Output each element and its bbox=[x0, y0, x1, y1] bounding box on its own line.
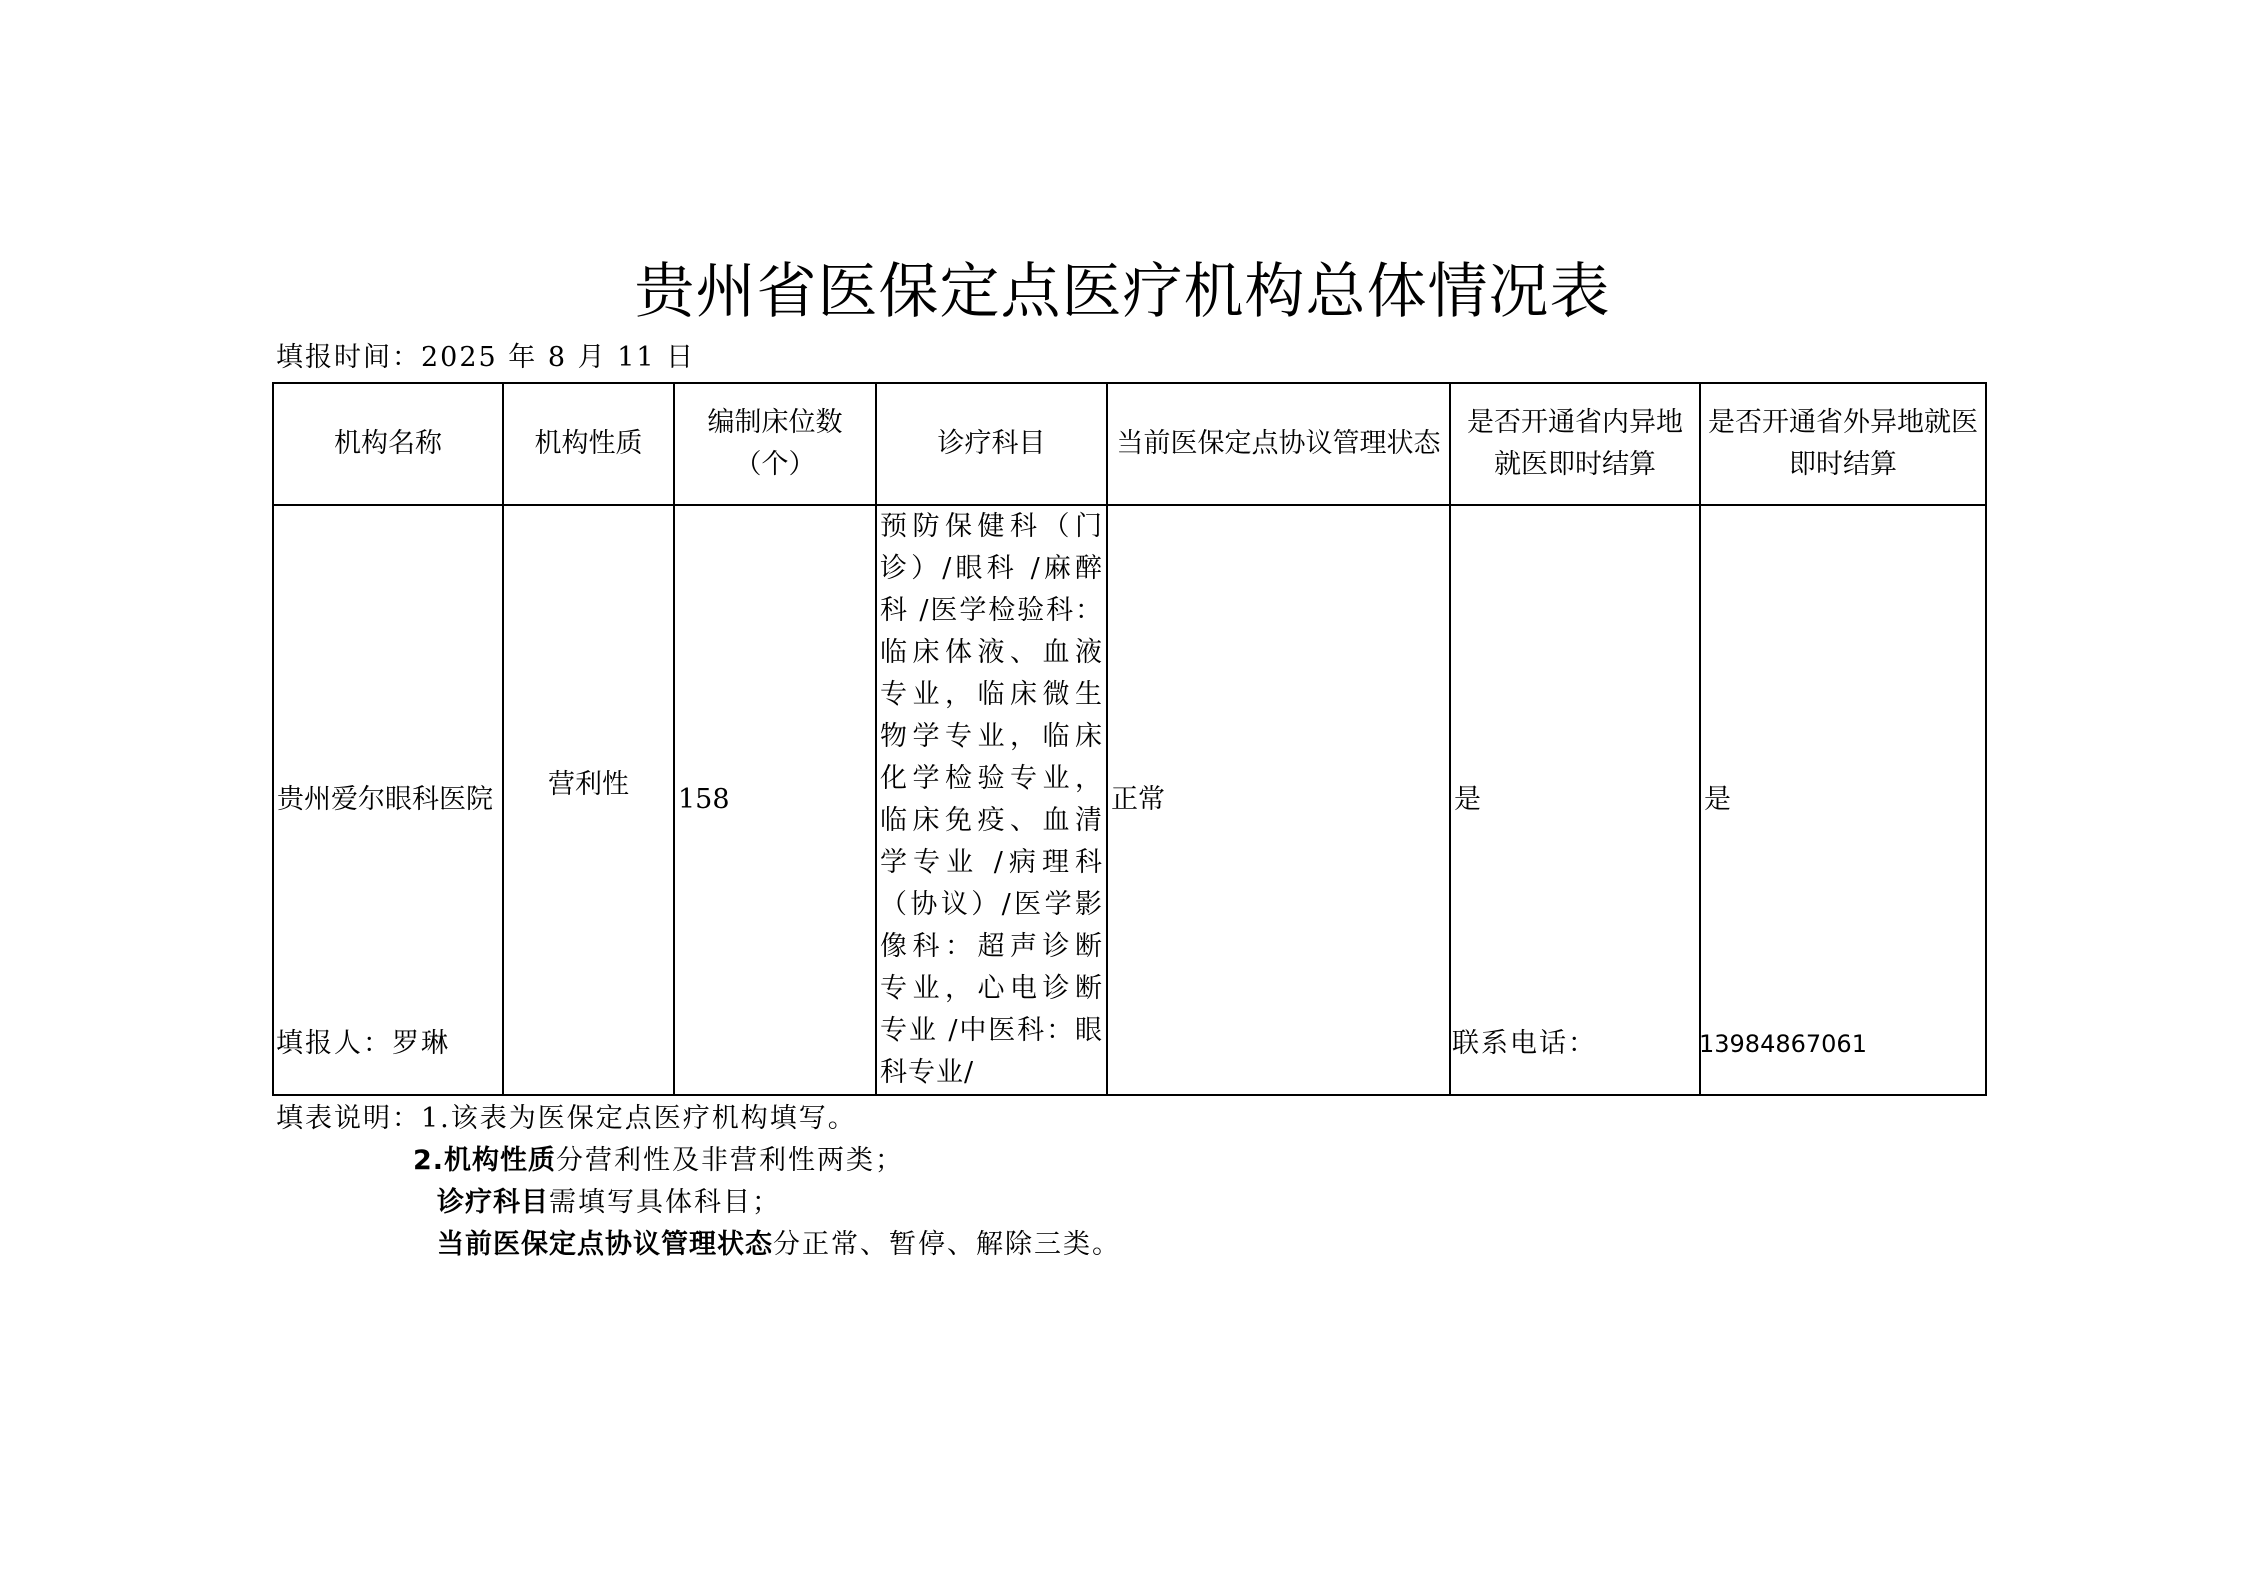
cell-in-province-settlement: 是 bbox=[1450, 505, 1700, 1095]
instruction-3-text: 需填写具体科目； bbox=[549, 1187, 781, 1218]
cell-bed-count: 158 bbox=[674, 505, 876, 1095]
instruction-2-term: 机构性质 bbox=[444, 1145, 557, 1176]
instructions-label: 填表说明： bbox=[276, 1103, 421, 1134]
instructions-line-1 bbox=[276, 1098, 857, 1140]
cell-institution-name: 贵州爱尔眼科医院 bbox=[273, 505, 503, 1095]
filler-name: 填报人：罗琳 bbox=[276, 1028, 450, 1059]
cell-out-province-settlement: 是 bbox=[1700, 505, 1986, 1095]
cell-institution-nature: 营利性 bbox=[503, 505, 674, 1095]
header-in-province-settlement: 是否开通省内异地就医即时结算 bbox=[1450, 383, 1700, 505]
institution-table bbox=[272, 382, 1987, 1096]
header-subjects: 诊疗科目 bbox=[876, 383, 1107, 505]
cell-agreement-status: 正常 bbox=[1107, 505, 1450, 1095]
instruction-3-term: 诊疗科目 bbox=[437, 1187, 549, 1218]
instructions-line-4 bbox=[437, 1224, 1121, 1266]
instruction-4-term: 当前医保定点协议管理状态 bbox=[437, 1229, 773, 1260]
fill-date: 填报时间：2025 年 8 月 11 日 bbox=[276, 342, 696, 373]
instruction-1: 1.该表为医保定点医疗机构填写。 bbox=[421, 1103, 857, 1134]
table-row bbox=[273, 505, 1986, 1095]
phone-label: 联系电话： bbox=[1452, 1028, 1597, 1059]
instructions-line-3 bbox=[437, 1182, 781, 1224]
table-header-row bbox=[273, 383, 1986, 505]
header-agreement-status: 当前医保定点协议管理状态 bbox=[1107, 383, 1450, 505]
header-institution-nature: 机构性质 bbox=[503, 383, 674, 505]
header-institution-name: 机构名称 bbox=[273, 383, 503, 505]
instruction-4-text: 分正常、暂停、解除三类。 bbox=[773, 1229, 1121, 1260]
header-out-province-settlement: 是否开通省外异地就医即时结算 bbox=[1700, 383, 1986, 505]
phone-number: 13984867061 bbox=[1699, 1030, 1867, 1058]
instruction-2-number: 2. bbox=[413, 1145, 445, 1176]
instructions-line-2 bbox=[413, 1140, 904, 1182]
header-bed-count: 编制床位数（个） bbox=[674, 383, 876, 505]
instruction-2-text: 分营利性及非营利性两类； bbox=[556, 1145, 905, 1176]
document-title: 贵州省医保定点医疗机构总体情况表 bbox=[634, 257, 1611, 327]
cell-subjects: 预防保健科（门诊）/眼科 /麻醉科 /医学检验科：临床体液、血液专业，临床微生物学专业，临床化学检验专业，临床免疫、血清学专业 /病理科（协议）/医学影像科：超声诊断专业，心电诊断专业 /中医科：眼科专业/ bbox=[876, 505, 1107, 1095]
